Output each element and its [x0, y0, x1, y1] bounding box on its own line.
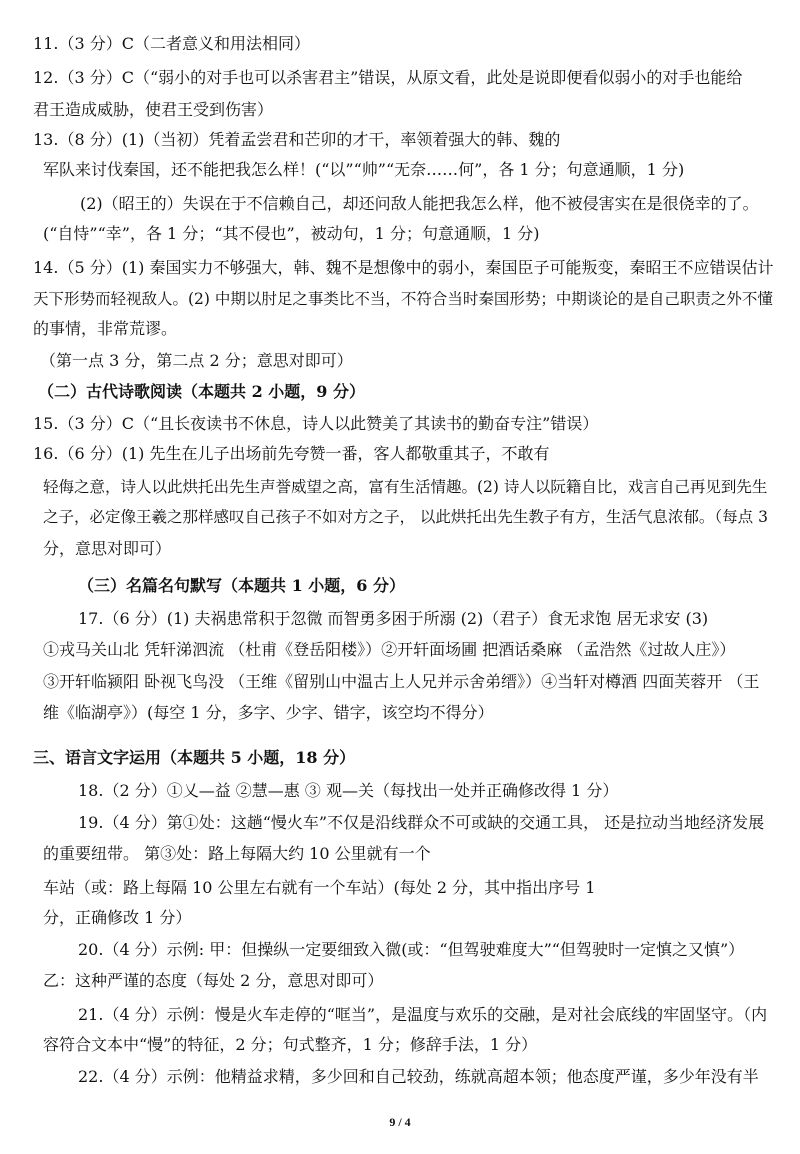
answer-17-line-1: 17.（6 分）(1) 夫祸患常积于忽微 而智勇多困于所溺 (2)（君子）食无求饱 居无求安 (3)	[78, 609, 709, 628]
page-number: 9 / 4	[389, 1115, 411, 1129]
answer-16-line-2: 轻侮之意，诗人以此烘托出先生声誉威望之高，富有生活情趣。(2) 诗人以阮籍自比，戏言自己再见到先生	[43, 478, 768, 496]
answer-13-line-2: 军队来讨伐秦国，还不能把我怎么样！(“以”“帅”“无奈……何”，各 1 分；句意通顺，1 分)	[43, 160, 685, 179]
answer-21-line-1: 21.（4 分）示例：慢是火车走停的“哐当”，是温度与欢乐的交融，是对社会底线的牢固坚守。（内	[78, 1005, 768, 1024]
answer-20-line-1: 20.（4 分）示例: 甲：但操纵一定要细致入微(或：“但驾驶难度大”“但驾驶时一定慎之又慎”）	[78, 940, 745, 959]
answer-13-line-3: (2)（昭王的）失误在于不信赖自己，却还问敌人能把我怎么样，他不被侵害实在是很侥幸的了。	[80, 194, 759, 213]
answer-17-line-3: ③开轩临颍阳 卧视飞鸟没 （王维《留别山中温古上人兄并示舍弟缙》）④当轩对樽酒 四面芙蓉开 （王	[43, 672, 760, 691]
answer-20-line-2: 乙：这种严谨的态度（每处 2 分，意思对即可）	[43, 971, 384, 990]
answer-21-line-2: 容符合文本中“慢”的特征，2 分；句式整齐，1 分；修辞手法，1 分）	[43, 1035, 538, 1054]
answer-14-line-3: 的事情，非常荒谬。	[33, 319, 178, 338]
answer-18: 18.（2 分）①乂—益 ②慧—惠 ③ 观—关（每找出一处并正确修改得 1 分）	[78, 781, 619, 800]
answer-19-line-2: 的重要纽带。 第③处：路上每隔大约 10 公里就有一个	[43, 844, 431, 863]
section-famous-lines-heading: （三）名篇名句默写（本题共 1 小题，6 分）	[78, 576, 405, 595]
answer-16-line-3: 之子，必定像王羲之那样感叹自己孩子不如对方之子， 以此烘托出先生教子有方，生活气息浓郁。（每点 3	[43, 508, 768, 526]
answer-16-line-4: 分，意思对即可）	[43, 539, 172, 558]
answer-19-line-4: 分，正确修改 1 分）	[43, 908, 192, 927]
section-language-use-heading: 三、语言文字运用（本题共 5 小题，18 分）	[33, 748, 356, 767]
answer-16-line-1: 16.（6 分）(1) 先生在儿子出场前先夸赞一番，客人都敬重其子，不敢有	[33, 444, 550, 463]
answer-15: 15.（3 分）C（“且长夜读书不休息，诗人以此赞美了其读书的勤奋专注”错误）	[33, 414, 599, 433]
answer-13-line-1: 13.（8 分）(1)（当初）凭着孟尝君和芒卯的才干，率领着强大的韩、魏的	[33, 130, 561, 149]
answer-19-line-3: 车站（或：路上每隔 10 公里左右就有一个车站）(每处 2 分，其中指出序号 1	[43, 878, 596, 897]
answer-12-line-2: 君王造成威胁，使君王受到伤害）	[33, 100, 274, 119]
answer-17-line-2: ①戎马关山北 凭轩涕泗流 （杜甫《登岳阳楼》）②开轩面场圃 把酒话桑麻 （孟浩然《过故人庄》）	[43, 640, 736, 659]
answer-22-line-1: 22.（4 分）示例：他精益求精，多少回和自己较劲，练就高超本领；他态度严谨，多少年没有半	[78, 1067, 759, 1086]
answer-19-line-1: 19.（4 分）第①处：这趟“慢火车”不仅是沿线群众不可或缺的交通工具， 还是拉动当地经济发展	[78, 813, 765, 832]
answer-17-line-4: 维《临湖亭》）(每空 1 分，多字、少字、错字，该空均不得分）	[43, 703, 494, 722]
answer-14-line-1: 14.（5 分）(1) 秦国实力不够强大，韩、魏不是想像中的弱小，秦国臣子可能叛变，秦昭王不应错误估计	[33, 258, 774, 277]
answer-11: 11.（3 分）C（二者意义和用法相同）	[33, 34, 310, 53]
answer-14-line-4: （第一点 3 分，第二点 2 分；意思对即可）	[40, 351, 353, 370]
section-ancient-poetry-heading: （二）古代诗歌阅读（本题共 2 小题，9 分）	[38, 382, 365, 401]
answer-14-line-2: 天下形势而轻视敌人。(2) 中期以肘足之事类比不当，不符合当时秦国形势；中期谈论的是自己职责之外不懂	[33, 290, 773, 308]
answer-12-line-1: 12.（3 分）C（“弱小的对手也可以杀害君主”错误，从原文看，此处是说即便看似弱小的对手也能给	[33, 68, 743, 87]
answer-13-line-4: (“自恃”“幸”，各 1 分；“其不侵也”，被动句，1 分；句意通顺，1 分)	[43, 224, 540, 243]
